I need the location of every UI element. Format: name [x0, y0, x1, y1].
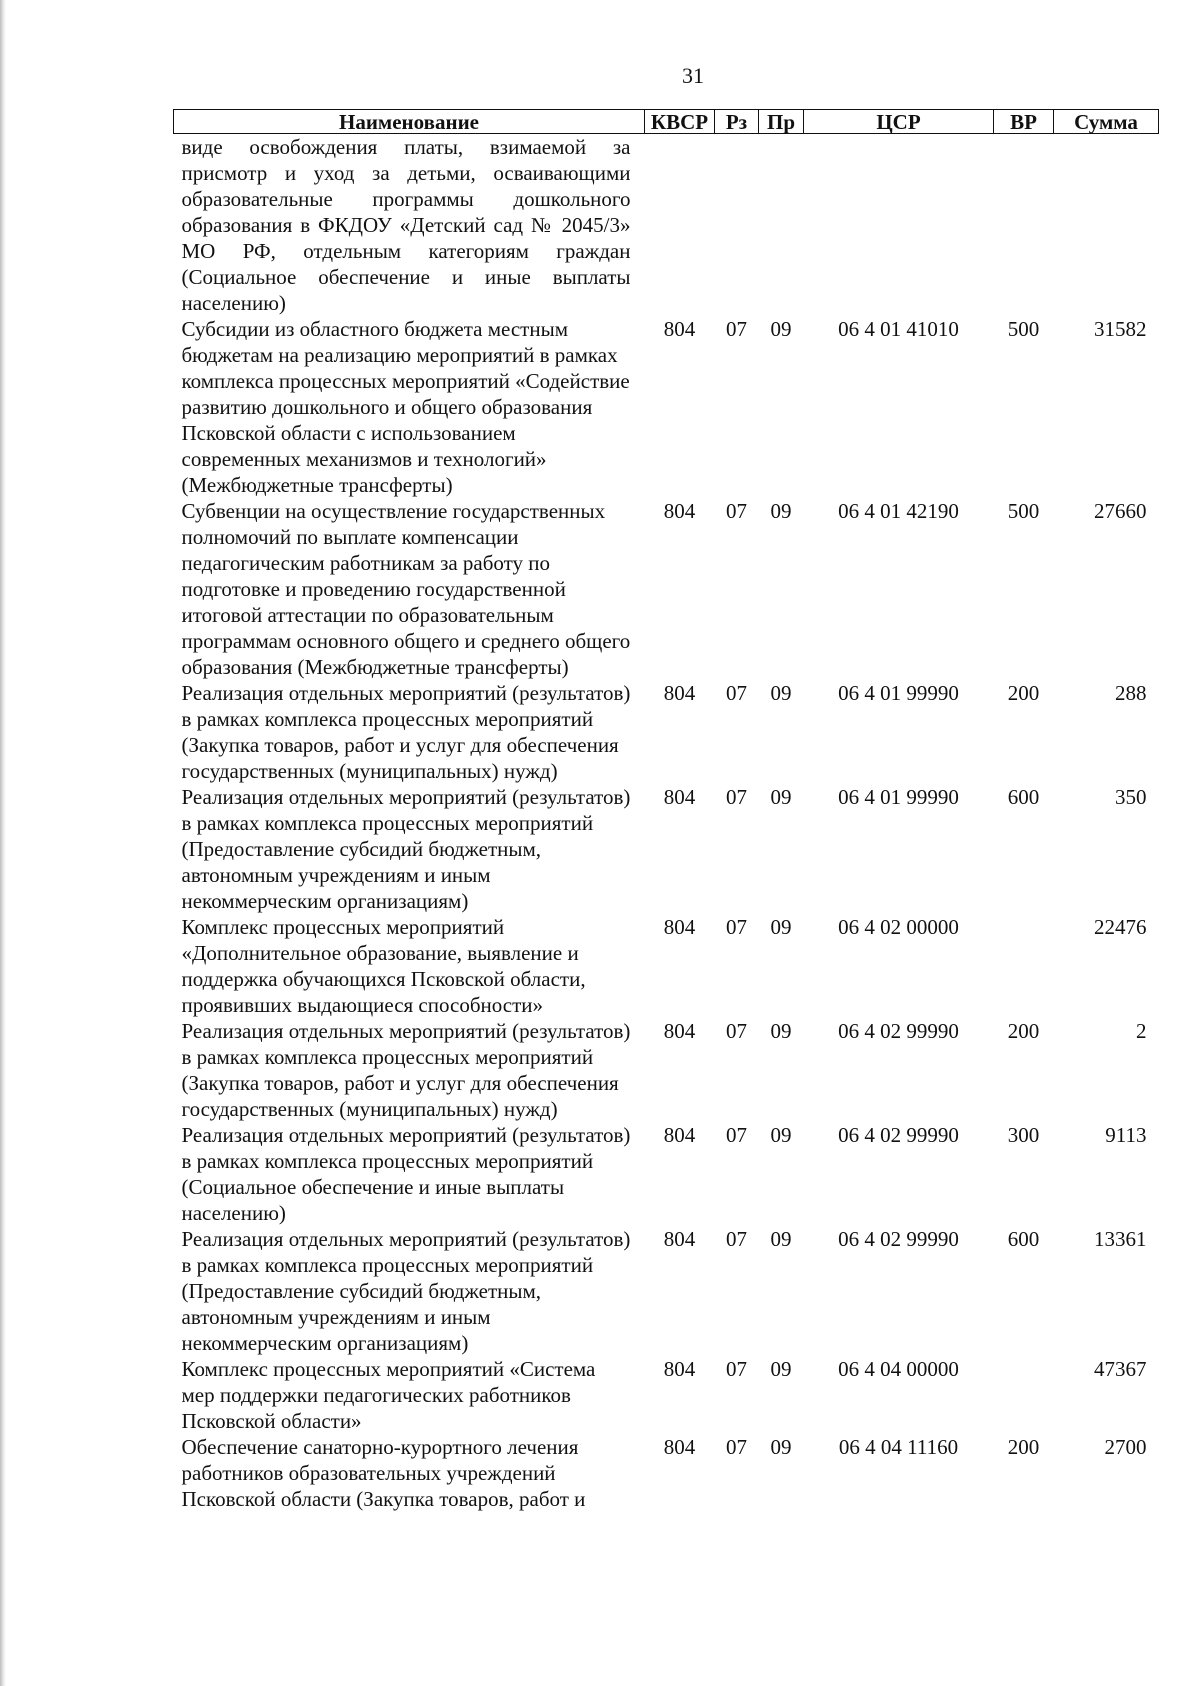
table-header [174, 110, 1159, 134]
row-sum: 47367 [1094, 1357, 1147, 1381]
row-csr: 06 4 02 99990 [838, 1019, 959, 1043]
row-csr: 06 4 01 42190 [838, 499, 959, 523]
table-row [174, 1018, 1159, 1122]
row-sum: 22476 [1094, 915, 1147, 939]
table-row [174, 134, 1159, 317]
row-vr: 500 [1007, 499, 1040, 523]
row-vr: 200 [1007, 681, 1040, 705]
row-kvsr: 804 [663, 915, 696, 939]
row-name: Реализация отдельных мероприятий (результатов) в рамках комплекса процессных мероприятий (Закупка товаров, работ и услуг для обеспечения государственных (муниципальных) нужд) [181, 1019, 631, 1121]
row-vr: 200 [1007, 1435, 1040, 1459]
header-csr: ЦСР [804, 110, 994, 134]
row-vr: 300 [1007, 1123, 1040, 1147]
header-sum: Сумма [1054, 110, 1159, 134]
table-row [174, 316, 1159, 498]
row-pr: 09 [770, 1435, 792, 1459]
table-row [174, 1122, 1159, 1226]
table-row [174, 914, 1159, 1018]
table-row [174, 1226, 1159, 1356]
row-rz: 07 [726, 317, 747, 341]
row-name: Комплекс процессных мероприятий «Дополнительное образование, выявление и поддержка обучающихся Псковской области, проявивших выдающиеся способности» [181, 915, 586, 1017]
row-csr: 06 4 01 99990 [838, 785, 959, 809]
page-number: 31 [682, 63, 704, 88]
row-pr: 09 [770, 1227, 792, 1251]
row-vr [994, 914, 1054, 1018]
row-pr: 09 [770, 1123, 792, 1147]
row-pr: 09 [770, 499, 792, 523]
row-csr: 06 4 02 00000 [838, 915, 959, 939]
row-name: Комплекс процессных мероприятий «Система мер поддержки педагогических работников Псковской области» [181, 1357, 596, 1433]
row-name: Субвенции на осуществление государственных полномочий по выплате компенсации педагогическим работникам за работу по подготовке и проведению государственной итоговой аттестации по образовательным программам основного общего и среднего общего образования (Межбюджетные трансферты) [181, 499, 631, 679]
row-name: Реализация отдельных мероприятий (результатов) в рамках комплекса процессных мероприятий (Предоставление субсидий бюджетным, автономным учреждениям и иным некоммерческим организациям) [181, 785, 631, 913]
row-csr: 06 4 01 99990 [838, 681, 959, 705]
table-body [174, 134, 1159, 1513]
row-kvsr: 804 [663, 1357, 696, 1381]
row-pr: 09 [770, 681, 792, 705]
row-pr: 09 [770, 1357, 792, 1381]
row-csr [804, 134, 994, 317]
row-rz: 07 [726, 785, 747, 809]
row-name: виде освобождения платы, взимаемой за присмотр и уход за детьми, осваивающими образовательные программы дошкольного образования в ФКДОУ «Детский сад № 2045/3» МО РФ, отдельным категориям граждан (Социальное обеспечение и иные выплаты населению) [181, 135, 631, 315]
row-vr: 500 [1007, 317, 1040, 341]
row-rz [715, 134, 759, 317]
row-csr: 06 4 02 99990 [838, 1227, 959, 1251]
row-rz: 07 [726, 1227, 747, 1251]
row-vr [994, 1356, 1054, 1434]
row-pr [759, 134, 804, 317]
row-rz: 07 [726, 1123, 747, 1147]
row-sum [1054, 134, 1159, 317]
header-kvsr: КВСР [645, 110, 715, 134]
row-name: Обеспечение санаторно-курортного лечения работников образовательных учреждений Псковской области (Закупка товаров, работ и [181, 1435, 586, 1511]
row-pr: 09 [770, 785, 792, 809]
row-kvsr: 804 [663, 785, 696, 809]
row-rz: 07 [726, 1019, 747, 1043]
row-rz: 07 [726, 681, 747, 705]
row-sum: 350 [1115, 785, 1147, 809]
row-sum: 2700 [1104, 1435, 1147, 1459]
row-sum: 27660 [1094, 499, 1147, 523]
row-sum: 9113 [1105, 1123, 1147, 1147]
row-sum: 288 [1115, 681, 1147, 705]
budget-table [173, 109, 1159, 1512]
row-name: Реализация отдельных мероприятий (результатов) в рамках комплекса процессных мероприятий (Предоставление субсидий бюджетным, автономным учреждениям и иным некоммерческим организациям) [181, 1227, 631, 1355]
header-vr: ВР [994, 110, 1054, 134]
row-rz: 07 [726, 499, 747, 523]
header-name: Наименование [174, 110, 645, 134]
row-kvsr: 804 [663, 1227, 696, 1251]
row-kvsr: 804 [663, 1123, 696, 1147]
row-kvsr: 804 [663, 499, 696, 523]
table-row [174, 1434, 1159, 1512]
row-pr: 09 [770, 317, 792, 341]
row-sum: 2 [1136, 1019, 1147, 1043]
row-rz: 07 [726, 915, 747, 939]
row-vr [994, 134, 1054, 317]
scan-left-edge [0, 0, 6, 1686]
table-row [174, 498, 1159, 680]
row-name: Реализация отдельных мероприятий (результатов) в рамках комплекса процессных мероприятий (Социальное обеспечение и иные выплаты населению) [181, 1123, 631, 1225]
row-kvsr: 804 [663, 317, 696, 341]
header-rz: Рз [715, 110, 759, 134]
table-row [174, 680, 1159, 784]
row-pr: 09 [770, 1019, 792, 1043]
row-csr: 06 4 01 41010 [838, 317, 959, 341]
row-pr: 09 [770, 915, 792, 939]
header-row [174, 110, 1159, 134]
row-vr: 600 [1007, 785, 1040, 809]
row-rz: 07 [726, 1357, 747, 1381]
row-csr: 06 4 02 99990 [838, 1123, 959, 1147]
table-row [174, 1356, 1159, 1434]
row-sum: 31582 [1094, 317, 1147, 341]
row-kvsr: 804 [663, 1019, 696, 1043]
row-rz: 07 [726, 1435, 747, 1459]
row-name: Субсидии из областного бюджета местным бюджетам на реализацию мероприятий в рамках комплекса процессных мероприятий «Содействие развитию дошкольного и общего образования Псковской области с использованием современных механизмов и технологий» (Межбюджетные трансферты) [181, 317, 630, 497]
row-kvsr: 804 [663, 1435, 696, 1459]
row-name: Реализация отдельных мероприятий (результатов) в рамках комплекса процессных мероприятий (Закупка товаров, работ и услуг для обеспечения государственных (муниципальных) нужд) [181, 681, 631, 783]
header-pr: Пр [759, 110, 804, 134]
row-kvsr: 804 [663, 681, 696, 705]
row-kvsr [645, 134, 715, 317]
table-row [174, 784, 1159, 914]
row-csr: 06 4 04 00000 [838, 1357, 959, 1381]
row-vr: 200 [1007, 1019, 1040, 1043]
row-csr: 06 4 04 11160 [838, 1435, 959, 1459]
row-vr: 600 [1007, 1227, 1040, 1251]
row-sum: 13361 [1094, 1227, 1147, 1251]
